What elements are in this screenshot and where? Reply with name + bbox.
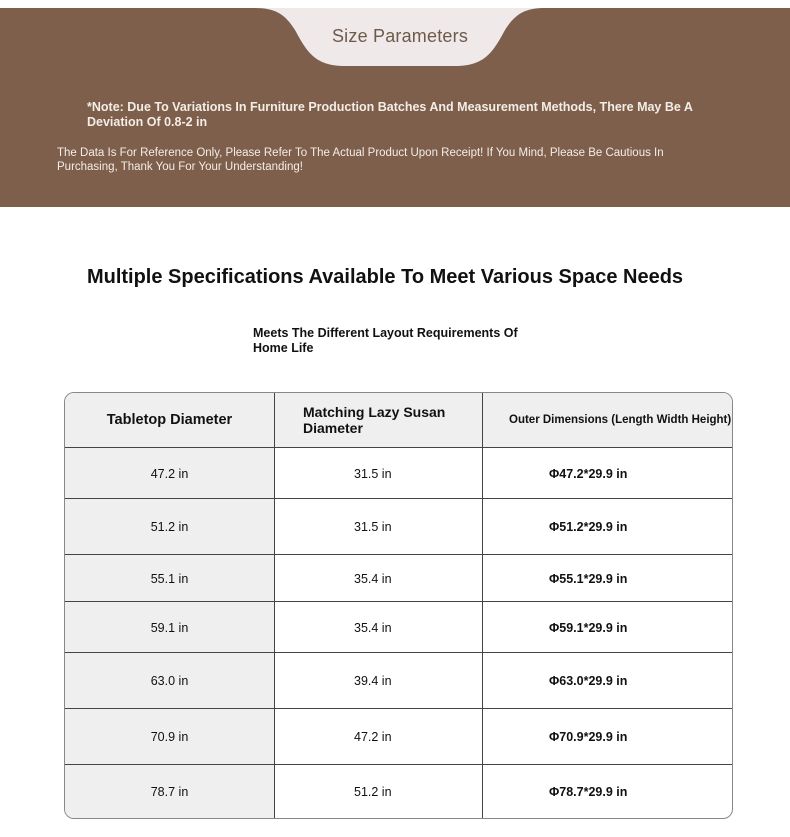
cell-value: Φ51.2*29.9 in [549,520,628,534]
table-header-row [65,393,732,447]
cell-value: 70.9 in [150,730,189,744]
cell-value: Φ63.0*29.9 in [549,674,628,688]
table-row [65,652,732,709]
header-cell-outer-dimensions [483,393,732,447]
table-row [65,764,732,819]
header-label: Matching Lazy Susan Diameter [303,404,446,436]
header-label: Outer Dimensions (Length Width Height) [509,414,732,426]
outer-dimensions-cell [483,555,732,602]
outer-dimensions-cell [483,709,732,765]
cell-value: 59.1 in [150,620,189,635]
cell-value: Φ47.2*29.9 in [549,466,628,481]
lazy-susan-cell [275,709,483,765]
outer-dimensions-cell [483,448,732,499]
table-row [65,601,732,653]
header-label: Tabletop Diameter [106,412,233,428]
outer-dimensions-cell [483,602,732,653]
tabletop-diameter-cell [65,653,275,709]
outer-dimensions-cell [483,499,732,555]
header-cell-lazy-susan [275,393,483,447]
cell-value: 63.0 in [150,674,189,688]
tabletop-diameter-cell [65,499,275,555]
table-row [65,447,732,499]
cell-value: Φ78.7*29.9 in [549,785,628,799]
cell-value: 78.7 in [150,785,189,799]
section-heading: Multiple Specifications Available To Meet Various Space Needs [86,266,684,288]
section-subheading: Meets The Different Layout Requirements Of Home Life [253,326,518,355]
cell-value: 35.4 in [354,571,392,586]
tabletop-diameter-cell [65,555,275,602]
cell-value: 39.4 in [354,674,392,688]
tabletop-diameter-cell [65,765,275,819]
tabletop-diameter-cell [65,448,275,499]
cell-value: Φ70.9*29.9 in [549,730,628,744]
lazy-susan-cell [275,499,483,555]
table-row [65,498,732,555]
cell-value: 47.2 in [354,730,392,744]
tabletop-diameter-cell [65,709,275,765]
size-spec-table [64,392,733,819]
deviation-note: *Note: Due To Variations In Furniture Production Batches And Measurement Methods, There May Be A Deviation Of 0.8-2 in [87,100,693,129]
reference-note: The Data Is For Reference Only, Please Refer To The Actual Product Upon Receipt! If You Mind, Please Be Cautious In Purchasing, Thank You For Your Understanding! [57,147,664,173]
cell-value: 51.2 in [150,520,189,534]
size-parameters-banner [0,0,790,207]
cell-value: 55.1 in [150,571,189,586]
lazy-susan-cell [275,602,483,653]
table-row [65,708,732,765]
lazy-susan-cell [275,765,483,819]
cell-value: Φ55.1*29.9 in [549,571,628,586]
lazy-susan-cell [275,555,483,602]
cell-value: 31.5 in [354,466,392,481]
outer-dimensions-cell [483,653,732,709]
table-row [65,554,732,602]
cell-value: 47.2 in [150,466,189,481]
banner-title: Size Parameters [331,26,469,46]
cell-value: 51.2 in [354,785,392,799]
tabletop-diameter-cell [65,602,275,653]
cell-value: Φ59.1*29.9 in [549,620,628,635]
cell-value: 31.5 in [354,520,392,534]
outer-dimensions-cell [483,765,732,819]
header-cell-tabletop [65,393,275,447]
lazy-susan-cell [275,653,483,709]
cell-value: 35.4 in [354,620,392,635]
lazy-susan-cell [275,448,483,499]
